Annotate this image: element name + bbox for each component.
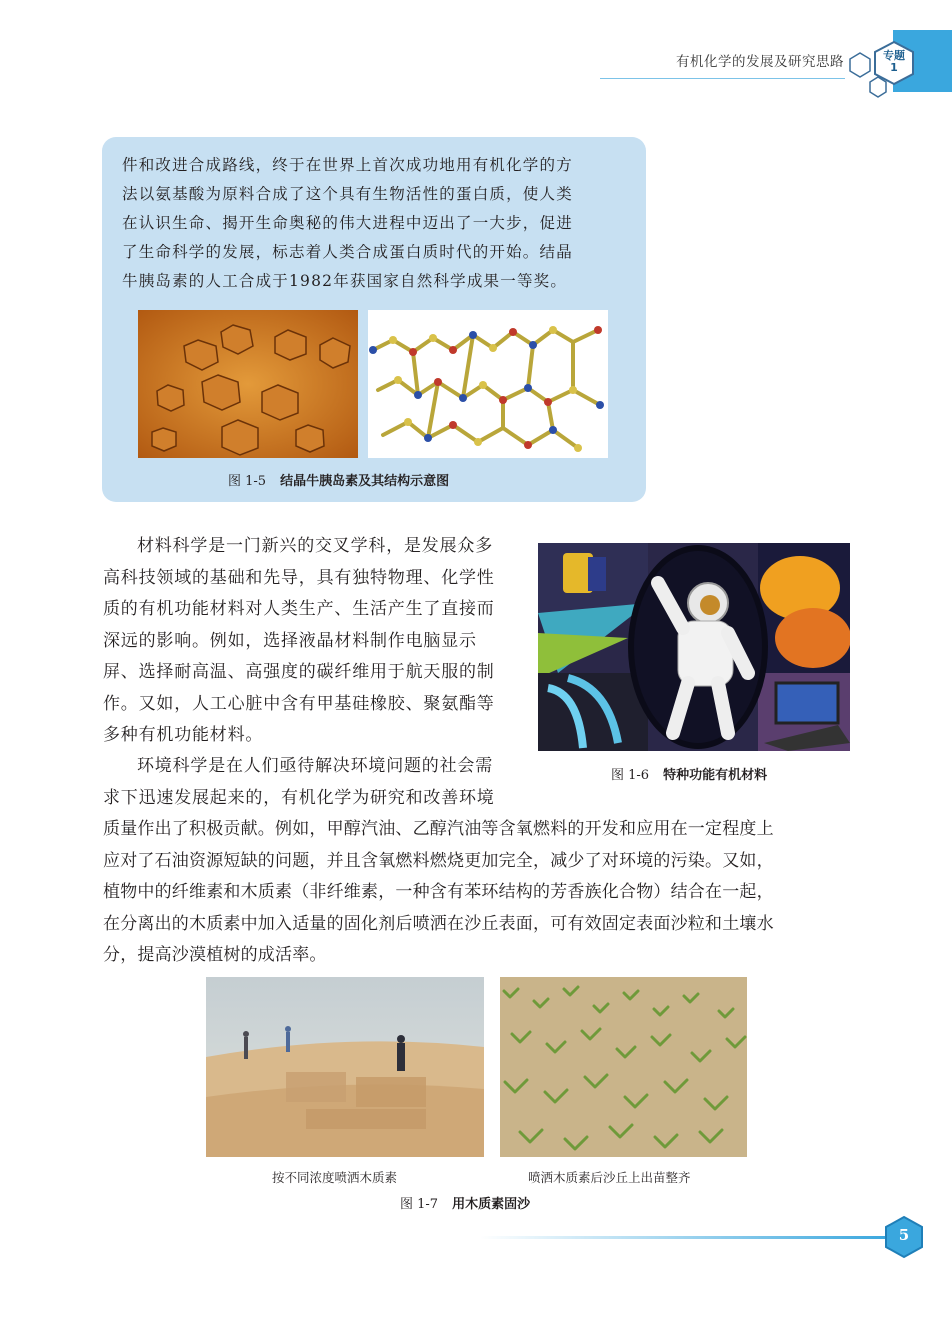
seedlings-on-dune-photo (500, 977, 747, 1157)
topic-badge (872, 50, 916, 74)
text-line: 屏、选择耐高温、高强度的碳纤维用于航天服的制 (103, 662, 495, 682)
text-line: 环境科学是在人们亟待解决环境问题的社会需 (137, 756, 493, 776)
text-line: 质量作出了积极贡献。例如，甲醇汽油、乙醇汽油等含氧燃料的开发和应用在一定程度上 (103, 819, 774, 839)
functional-materials-collage (538, 543, 850, 751)
figure-number: 图 1-5 (228, 474, 267, 489)
info-line: 件和改进合成路线，终于在世界上首次成功地用有机化学的方 (122, 156, 573, 174)
text-line: 材料科学是一门新兴的交叉学科，是发展众多 (137, 536, 493, 556)
page-number: 5 (898, 1226, 910, 1244)
text-line: 质的有机功能材料对人类生产、生活产生了直接而 (103, 599, 495, 619)
text-line: 作。又如，人工心脏中含有甲基硅橡胶、聚氨酯等 (103, 693, 495, 714)
text-line: 高科技领域的基础和先导，具有独特物理、化学性 (103, 567, 495, 588)
paragraph-environmental-science (103, 814, 855, 972)
text-line: 求下迅速发展起来的，有机化学为研究和改善环境 (103, 787, 495, 808)
paragraph-environmental-science-intro (103, 751, 523, 814)
insulin-structure-model (368, 310, 608, 458)
topic-number: 1 (890, 61, 898, 74)
figure-number: 图 1-7 (400, 1197, 439, 1212)
lignin-spraying-photo (206, 977, 484, 1157)
info-line: 牛胰岛素的人工合成于1982年获国家自然科学成果一等奖。 (122, 272, 568, 290)
figure-1-6-caption (611, 764, 767, 783)
figure-title: 特种功能有机材料 (663, 768, 768, 783)
paragraph-materials-science (103, 531, 523, 752)
text-line: 植物中的纤维素和木质素（非纤维素，一种含有苯环结构的芳香族化合物）结合在一起， (103, 882, 774, 902)
text-line: 应对了石油资源短缺的问题，并且含氧燃料燃烧更加完全，减少了对环境的污染。又如， (103, 850, 774, 871)
footer-rule (480, 1236, 890, 1239)
figure-1-5-caption (228, 470, 449, 489)
info-line: 了生命科学的发展，标志着人类合成蛋白质时代的开始。结晶 (122, 243, 573, 261)
info-box-text (122, 151, 630, 296)
topic-label: 专题 (883, 49, 905, 62)
figure-title: 结晶牛胰岛素及其结构示意图 (280, 474, 450, 489)
figure-number: 图 1-6 (611, 768, 650, 783)
text-line: 在分离出的木质素中加入适量的固化剂后喷洒在沙丘表面，可有效固定表面沙粒和土壤水 (103, 913, 774, 934)
text-line: 深远的影响。例如，选择液晶材料制作电脑显示 (103, 630, 477, 651)
chapter-title: 有机化学的发展及研究思路 (676, 54, 844, 70)
info-line: 在认识生命、揭开生命奥秘的伟大进程中迈出了一大步，促进 (122, 214, 573, 232)
insulin-crystal-photo (138, 310, 358, 458)
header-rule (600, 78, 845, 79)
figure-1-7-left-caption: 按不同浓度喷洒木质素 (272, 1170, 398, 1185)
figure-1-7-right-caption: 喷洒木质素后沙丘上出苗整齐 (528, 1170, 691, 1185)
text-line: 多种有机功能材料。 (103, 725, 264, 745)
info-line: 法以氨基酸为原料合成了这个具有生物活性的蛋白质，使人类 (122, 185, 573, 203)
text-line: 分，提高沙漠植树的成活率。 (103, 945, 327, 965)
figure-1-7-caption (400, 1193, 530, 1212)
figure-title: 用木质素固沙 (452, 1197, 531, 1212)
